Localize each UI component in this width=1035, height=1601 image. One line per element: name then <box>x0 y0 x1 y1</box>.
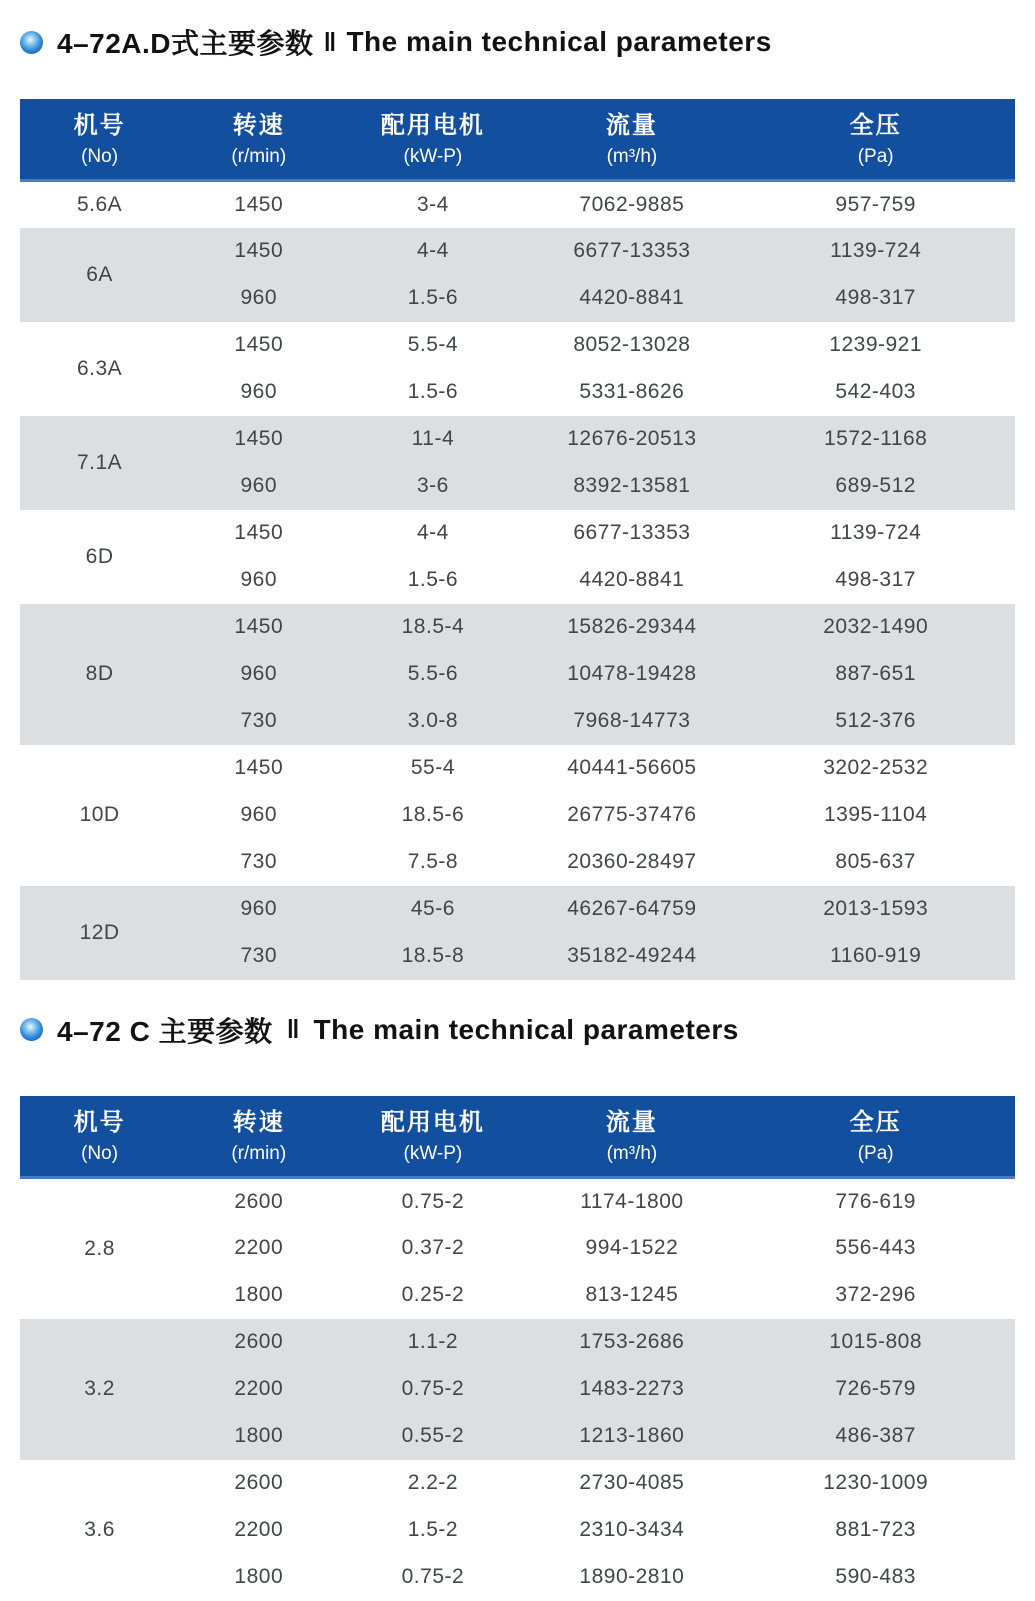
value-cell-col2: 2600 <box>179 1178 338 1225</box>
value-cell-col5: 372-296 <box>736 1272 1015 1319</box>
value-cell-col4: 26775-37476 <box>527 792 736 839</box>
value-cell-col2: 960 <box>179 792 338 839</box>
value-cell-col2: 1450 <box>179 604 338 651</box>
value-cell-col2: 2200 <box>179 1507 338 1554</box>
table-row <box>20 604 1015 651</box>
value-cell-col2: 730 <box>179 933 338 980</box>
value-cell-col5: 1239-921 <box>736 322 1015 369</box>
column-header-zh: 转速 <box>232 1108 285 1136</box>
column-header-zh: 流量 <box>605 112 658 139</box>
value-cell-col3: 3.0-8 <box>338 698 527 745</box>
value-cell-col3: 0.37-2 <box>338 1225 527 1272</box>
section-1-title-zh: 4–72A.D式主要参数 <box>57 28 314 59</box>
column-header-unit: (r/min) <box>231 145 287 167</box>
value-cell-col5: 1230-1009 <box>736 1460 1015 1507</box>
value-cell-col4: 1174-1800 <box>527 1178 736 1225</box>
title-divider: ‖ <box>286 1014 300 1045</box>
value-cell-col2: 1450 <box>179 745 338 792</box>
value-cell-col4: 10478-19428 <box>527 651 736 698</box>
column-header-zh: 机号 <box>73 112 126 139</box>
table-row <box>20 510 1015 557</box>
value-cell-col5: 881-723 <box>736 1507 1015 1554</box>
value-cell-col4: 7062-9885 <box>527 181 736 228</box>
table-row <box>20 181 1015 228</box>
value-cell-col5: 512-376 <box>736 698 1015 745</box>
table-row <box>20 322 1015 369</box>
value-cell-col5: 726-579 <box>736 1366 1015 1413</box>
value-cell-col5: 1395-1104 <box>736 792 1015 839</box>
value-cell-col3: 4-4 <box>338 510 527 557</box>
column-header-unit: (No) <box>81 1142 119 1164</box>
value-cell-col4: 1483-2273 <box>527 1366 736 1413</box>
value-cell-col2: 1450 <box>179 510 338 557</box>
value-cell-col3: 3-6 <box>338 463 527 510</box>
value-cell-col5: 805-637 <box>736 839 1015 886</box>
column-header-unit: (m³/h) <box>606 1142 658 1164</box>
column-header-5 <box>736 1096 1015 1178</box>
value-cell-col2: 1450 <box>179 228 338 275</box>
value-cell-col5: 689-512 <box>736 463 1015 510</box>
value-cell-col5: 1572-1168 <box>736 416 1015 463</box>
value-cell-col5: 957-759 <box>736 181 1015 228</box>
value-cell-col2: 960 <box>179 557 338 604</box>
value-cell-col3: 0.75-2 <box>338 1554 527 1601</box>
column-header-1 <box>20 1096 179 1178</box>
value-cell-col4: 2310-3434 <box>527 1507 736 1554</box>
table-row <box>20 228 1015 275</box>
model-no-cell: 3.6 <box>20 1460 179 1601</box>
value-cell-col4: 12676-20513 <box>527 416 736 463</box>
section-2-title-en: The main technical parameters <box>313 1013 739 1045</box>
value-cell-col4: 8052-13028 <box>527 322 736 369</box>
value-cell-col4: 1213-1860 <box>527 1413 736 1460</box>
value-cell-col2: 1800 <box>179 1554 338 1601</box>
value-cell-col5: 1139-724 <box>736 510 1015 557</box>
value-cell-col5: 2032-1490 <box>736 604 1015 651</box>
model-no-cell: 6A <box>20 228 179 322</box>
value-cell-col2: 960 <box>179 463 338 510</box>
value-cell-col3: 5.5-6 <box>338 651 527 698</box>
column-header-3 <box>338 1096 527 1178</box>
value-cell-col2: 1450 <box>179 322 338 369</box>
value-cell-col3: 1.5-6 <box>338 275 527 322</box>
section-4-72c <box>0 980 1035 1601</box>
parameters-table-1 <box>20 99 1015 980</box>
value-cell-col3: 5.5-4 <box>338 322 527 369</box>
title-divider: ‖ <box>323 26 337 57</box>
model-no-cell: 6.3A <box>20 322 179 416</box>
value-cell-col3: 18.5-6 <box>338 792 527 839</box>
value-cell-col2: 1800 <box>179 1413 338 1460</box>
value-cell-col3: 0.55-2 <box>338 1413 527 1460</box>
value-cell-col5: 1139-724 <box>736 228 1015 275</box>
bullet-icon <box>20 1018 43 1041</box>
model-no-cell: 6D <box>20 510 179 604</box>
value-cell-col2: 730 <box>179 698 338 745</box>
value-cell-col3: 18.5-4 <box>338 604 527 651</box>
value-cell-col5: 590-483 <box>736 1554 1015 1601</box>
value-cell-col4: 813-1245 <box>527 1272 736 1319</box>
column-header-5 <box>736 99 1015 181</box>
value-cell-col4: 4420-8841 <box>527 557 736 604</box>
table-row <box>20 886 1015 933</box>
value-cell-col4: 35182-49244 <box>527 933 736 980</box>
table-row <box>20 745 1015 792</box>
column-header-unit: (r/min) <box>231 1142 287 1164</box>
value-cell-col5: 3202-2532 <box>736 745 1015 792</box>
value-cell-col3: 3-4 <box>338 181 527 228</box>
value-cell-col3: 0.75-2 <box>338 1366 527 1413</box>
section-2-title-zh: 4–72 C 主要参数 <box>57 1015 273 1047</box>
value-cell-col4: 4420-8841 <box>527 275 736 322</box>
value-cell-col2: 960 <box>179 275 338 322</box>
model-no-cell: 12D <box>20 886 179 980</box>
column-header-zh: 流量 <box>605 1108 658 1136</box>
value-cell-col4: 8392-13581 <box>527 463 736 510</box>
column-header-zh: 转速 <box>232 112 285 139</box>
value-cell-col3: 0.25-2 <box>338 1272 527 1319</box>
value-cell-col4: 46267-64759 <box>527 886 736 933</box>
value-cell-col4: 5331-8626 <box>527 369 736 416</box>
value-cell-col5: 1015-808 <box>736 1319 1015 1366</box>
value-cell-col2: 2200 <box>179 1225 338 1272</box>
value-cell-col3: 1.5-6 <box>338 557 527 604</box>
value-cell-col3: 55-4 <box>338 745 527 792</box>
value-cell-col5: 776-619 <box>736 1178 1015 1225</box>
column-header-zh: 全压 <box>849 1108 902 1136</box>
value-cell-col3: 7.5-8 <box>338 839 527 886</box>
value-cell-col3: 1.5-2 <box>338 1507 527 1554</box>
column-header-unit: (kW-P) <box>403 145 463 167</box>
column-header-unit: (No) <box>81 145 119 167</box>
value-cell-col2: 2200 <box>179 1366 338 1413</box>
value-cell-col5: 498-317 <box>736 557 1015 604</box>
column-header-zh: 机号 <box>73 1108 126 1136</box>
value-cell-col2: 960 <box>179 886 338 933</box>
value-cell-col5: 1160-919 <box>736 933 1015 980</box>
value-cell-col3: 11-4 <box>338 416 527 463</box>
column-header-1 <box>20 99 179 181</box>
column-header-4 <box>527 99 736 181</box>
value-cell-col4: 6677-13353 <box>527 228 736 275</box>
value-cell-col4: 40441-56605 <box>527 745 736 792</box>
value-cell-col4: 2730-4085 <box>527 1460 736 1507</box>
column-header-unit: (Pa) <box>857 145 894 167</box>
section-1-title <box>20 0 1015 62</box>
value-cell-col2: 960 <box>179 369 338 416</box>
value-cell-col3: 4-4 <box>338 228 527 275</box>
value-cell-col4: 994-1522 <box>527 1225 736 1272</box>
column-header-unit: (kW-P) <box>403 1142 463 1164</box>
value-cell-col3: 2.2-2 <box>338 1460 527 1507</box>
value-cell-col3: 18.5-8 <box>338 933 527 980</box>
column-header-unit: (m³/h) <box>606 145 658 167</box>
value-cell-col5: 542-403 <box>736 369 1015 416</box>
value-cell-col5: 556-443 <box>736 1225 1015 1272</box>
value-cell-col4: 1890-2810 <box>527 1554 736 1601</box>
table-row <box>20 416 1015 463</box>
value-cell-col4: 15826-29344 <box>527 604 736 651</box>
bullet-icon <box>20 31 43 54</box>
column-header-zh: 配用电机 <box>380 1108 485 1136</box>
model-no-cell: 5.6A <box>20 181 179 228</box>
value-cell-col5: 887-651 <box>736 651 1015 698</box>
column-header-3 <box>338 99 527 181</box>
value-cell-col3: 1.1-2 <box>338 1319 527 1366</box>
value-cell-col4: 6677-13353 <box>527 510 736 557</box>
value-cell-col5: 2013-1593 <box>736 886 1015 933</box>
model-no-cell: 7.1A <box>20 416 179 510</box>
value-cell-col2: 1450 <box>179 416 338 463</box>
section-1-title-en: The main technical parameters <box>346 26 772 57</box>
value-cell-col5: 498-317 <box>736 275 1015 322</box>
column-header-4 <box>527 1096 736 1178</box>
column-header-zh: 配用电机 <box>380 112 485 139</box>
table-header-row <box>20 1096 1015 1178</box>
value-cell-col3: 0.75-2 <box>338 1178 527 1225</box>
model-no-cell: 8D <box>20 604 179 745</box>
table-row <box>20 1178 1015 1225</box>
model-no-cell: 10D <box>20 745 179 886</box>
column-header-2 <box>179 99 338 181</box>
table-row <box>20 1460 1015 1507</box>
section-2-title <box>20 980 1015 1050</box>
value-cell-col2: 960 <box>179 651 338 698</box>
value-cell-col3: 45-6 <box>338 886 527 933</box>
value-cell-col2: 1800 <box>179 1272 338 1319</box>
value-cell-col2: 730 <box>179 839 338 886</box>
column-header-2 <box>179 1096 338 1178</box>
value-cell-col4: 20360-28497 <box>527 839 736 886</box>
model-no-cell: 2.8 <box>20 1178 179 1319</box>
value-cell-col2: 2600 <box>179 1460 338 1507</box>
value-cell-col4: 7968-14773 <box>527 698 736 745</box>
value-cell-col2: 2600 <box>179 1319 338 1366</box>
model-no-cell: 3.2 <box>20 1319 179 1460</box>
value-cell-col3: 1.5-6 <box>338 369 527 416</box>
column-header-zh: 全压 <box>849 112 902 139</box>
table-header-row <box>20 99 1015 181</box>
value-cell-col4: 1753-2686 <box>527 1319 736 1366</box>
table-row <box>20 1319 1015 1366</box>
parameters-table-2 <box>20 1096 1015 1601</box>
value-cell-col5: 486-387 <box>736 1413 1015 1460</box>
column-header-unit: (Pa) <box>857 1142 894 1164</box>
value-cell-col2: 1450 <box>179 181 338 228</box>
